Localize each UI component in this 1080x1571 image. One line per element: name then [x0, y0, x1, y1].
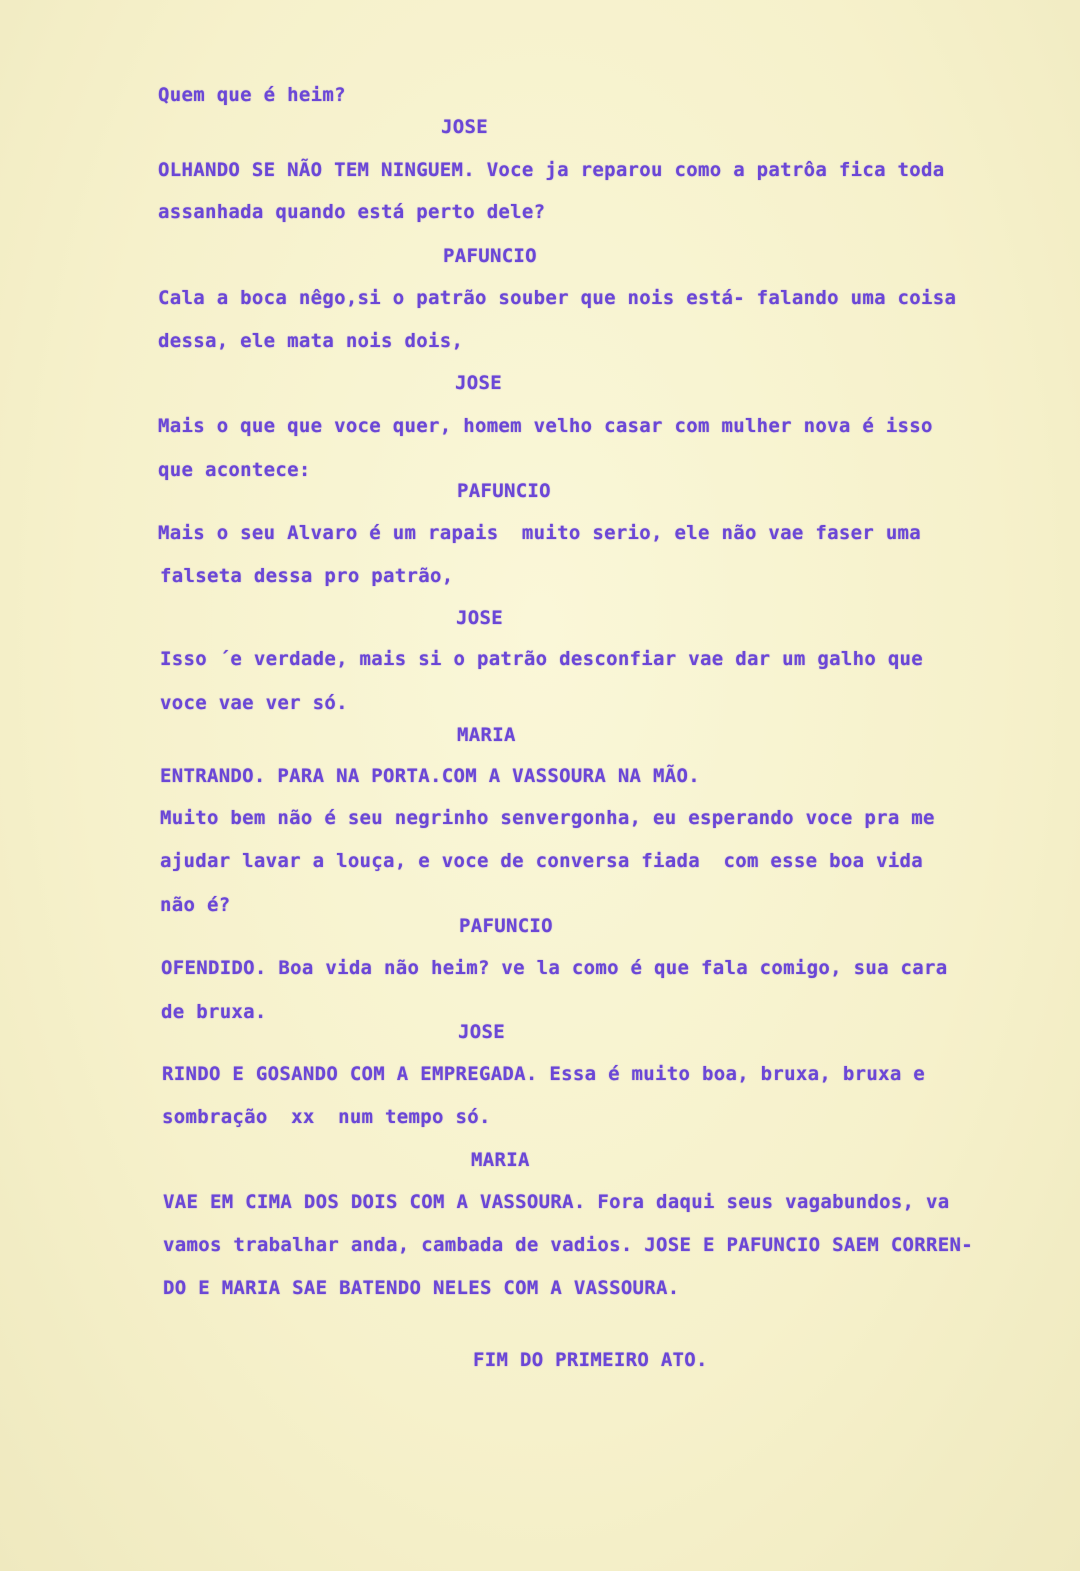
stage-direction: ENTRANDO. PARA NA PORTA.COM A VASSOURA NA MÃO. [160, 765, 700, 787]
speaker-name: JOSE [458, 1021, 505, 1043]
script-line: assanhada quando está perto dele? [158, 201, 546, 223]
speaker-name: MARIA [457, 724, 516, 746]
script-line: de bruxa. [161, 1001, 267, 1023]
script-line: Cala a boca nêgo,si o patrão souber que nois está- falando uma coisa [158, 287, 957, 309]
stage-direction: OFENDIDO. Boa vida não heim? ve la como é que fala comigo, sua cara [161, 957, 948, 979]
stage-direction: DO E MARIA SAE BATENDO NELES COM A VASSOURA. [163, 1277, 680, 1299]
script-line: Mais o que que voce quer, homem velho casar com mulher nova é isso [158, 415, 933, 437]
script-line: sombração xx num tempo só. [162, 1106, 491, 1128]
script-line: voce vae ver só. [160, 692, 348, 714]
script-line: Muito bem não é seu negrinho senvergonha, eu esperando voce pra me [160, 807, 935, 829]
speaker-name: PAFUNCIO [457, 480, 551, 502]
speaker-name: JOSE [456, 607, 503, 629]
script-line: que acontece: [158, 459, 311, 481]
speaker-name: PAFUNCIO [443, 245, 537, 267]
script-line: Quem que é heim? [158, 84, 346, 106]
speaker-name: MARIA [471, 1149, 530, 1171]
stage-direction: RINDO E GOSANDO COM A EMPREGADA. Essa é muito boa, bruxa, bruxa e [162, 1063, 926, 1085]
speaker-name: JOSE [455, 372, 502, 394]
speaker-name: PAFUNCIO [459, 915, 553, 937]
script-line: ajudar lavar a louça, e voce de conversa fiada com esse boa vida [160, 850, 924, 872]
stage-direction: VAE EM CIMA DOS DOIS COM A VASSOURA. Fora daqui seus vagabundos, va [163, 1191, 950, 1213]
speaker-name: JOSE [441, 116, 488, 138]
script-line: Mais o seu Alvaro é um rapais muito serio, ele não vae faser uma [158, 522, 922, 544]
script-line: Isso ´e verdade, mais si o patrão desconfiar vae dar um galho que [160, 648, 924, 670]
act-end-text: FIM DO PRIMEIRO ATO. [473, 1349, 708, 1371]
script-line: dessa, ele mata nois dois, [158, 330, 464, 352]
script-line: não é? [160, 894, 231, 916]
script-line: falseta dessa pro patrão, [160, 565, 454, 587]
script-line: vamos trabalhar anda, cambada de vadios. JOSE E PAFUNCIO SAEM CORREN- [163, 1234, 973, 1256]
stage-direction: OLHANDO SE NÃO TEM NINGUEM. Voce ja reparou como a patrôa fica toda [158, 159, 945, 181]
